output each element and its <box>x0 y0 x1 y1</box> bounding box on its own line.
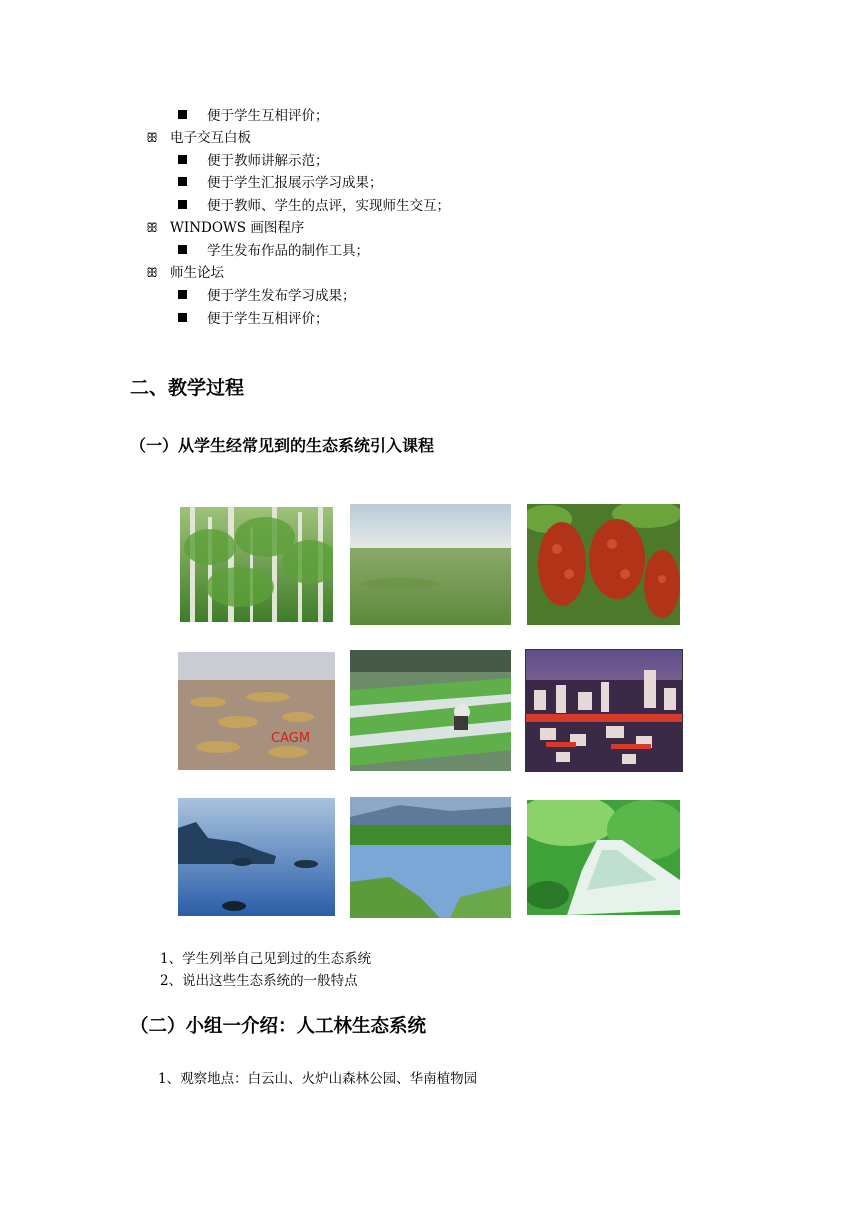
square-bullet-icon <box>178 245 187 254</box>
list-item: ꕥ WINDOWS 画图程序 <box>146 220 305 236</box>
list-item: 便于学生互相评价； <box>178 310 329 328</box>
desert-photo <box>178 652 335 770</box>
list-item: 便于教师、学生的点评，实现师生交互； <box>178 197 450 215</box>
subsection-title: （一）从学生经常见到的生态系统引入课程 <box>130 436 435 455</box>
list-item: ꕥ 师生论坛 <box>146 265 224 281</box>
svg-text:CAGM: CAGM <box>271 731 311 746</box>
list-item: 便于教师讲解示范； <box>178 152 329 170</box>
lake-photo <box>350 797 511 918</box>
square-bullet-icon <box>178 177 187 186</box>
list-item: 2、说出这些生态系统的一般特点 <box>160 973 358 989</box>
list-item: 1、学生列举自己见到过的生态系统 <box>160 951 372 967</box>
curl-bullet-icon: ꕥ <box>146 221 159 236</box>
grassland-photo <box>350 504 511 625</box>
list-item: 便于学生发布学习成果； <box>178 287 356 305</box>
curl-bullet-icon: ꕥ <box>146 266 159 281</box>
section-title: 二、教学过程 <box>130 377 245 399</box>
square-bullet-icon <box>178 290 187 299</box>
square-bullet-icon <box>178 200 187 209</box>
square-bullet-icon <box>178 313 187 322</box>
forest-photo <box>180 507 333 622</box>
list-item: ꕥ 电子交互白板 <box>146 130 251 146</box>
subsection-title: （二）小组一介绍：人工林生态系统 <box>130 1016 427 1037</box>
square-bullet-icon <box>178 110 187 119</box>
grapes-photo <box>527 504 680 625</box>
rice-field-photo <box>350 650 511 771</box>
square-bullet-icon <box>178 155 187 164</box>
city-photo <box>526 650 682 771</box>
list-item: 学生发布作品的制作工具； <box>178 242 369 260</box>
observe-text: 1、观察地点：白云山、火炉山森林公园、华南植物园 <box>158 1071 478 1087</box>
list-item: 便于学生互相评价； <box>178 107 329 125</box>
curl-bullet-icon: ꕥ <box>146 131 159 146</box>
list-item: 便于学生汇报展示学习成果； <box>178 174 383 192</box>
stream-photo <box>527 800 680 915</box>
ocean-photo <box>178 798 335 916</box>
